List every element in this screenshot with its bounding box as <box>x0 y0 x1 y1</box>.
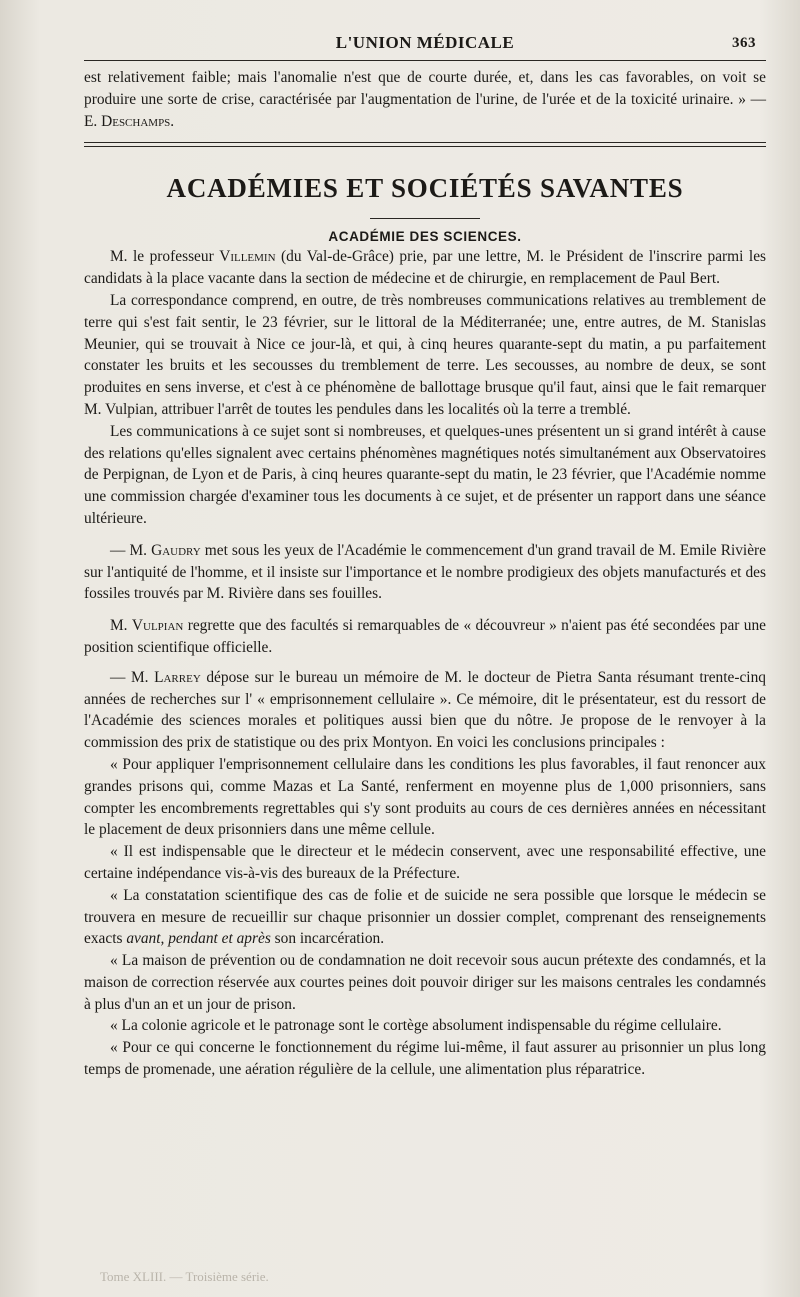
paragraph-communications: Les communications à ce sujet sont si nombreuses, et quelques-unes présentent un si grand intérêt à cause des relations qu'elles signalent avec certains phénomènes magnétiques notés simultanément aux Observatoires de Perpignan, de Lyon et de Paris, à cinq heures quarante-sept du matin, le 23 février, que l'Académie nomme une commission chargée d'examiner tous les documents à ce sujet, et de présenter un rapport dans une séance ultérieure. <box>84 422 766 527</box>
paragraph-larrey <box>84 667 766 754</box>
quote-colonie: « La colonie agricole et le patronage sont le cortège absolument indispensable du régime cellulaire. <box>110 1017 722 1035</box>
intro-author: Deschamps. <box>101 112 175 130</box>
q3-italic: avant, pendant et après <box>126 930 271 948</box>
p6-pre: — M. <box>110 668 149 686</box>
quote-emprisonnement: « Pour appliquer l'emprisonnement cellulaire dans les conditions les plus favorables, il faut renoncer aux grandes prisons qui, comme Mazas et La Santé, renferment en moyenne plus de 1,000 prisonniers, sans compter les encombrements regrettables qui s'y sont produits au cours de ces dernières années en nécessitant le placement de deux prisonniers dans une même cellule. <box>84 755 766 839</box>
section-divider <box>84 142 766 147</box>
p5-post: regrette que des facultés si remarquables de « découvreur » n'aient pas été secondées par une position scientifique officielle. <box>84 617 766 656</box>
quote-fonctionnement: « Pour ce qui concerne le fonctionnement du régime lui-même, il faut assurer au prisonnier un plus long temps de promenade, une aération régulière de la cellule, une alimentation plus réparatrice. <box>84 1039 766 1079</box>
quote-constatation <box>84 885 766 950</box>
name-gaudry: Gaudry <box>151 541 201 559</box>
p1-post: (du Val-de-Grâce) prie, par une lettre, M. le Président de l'inscrire parmi les candidats à la place vacante dans la section de médecine et de chirurgie, en remplacement de Paul Bert. <box>84 248 767 288</box>
intro-paragraph <box>84 67 766 132</box>
running-head <box>84 28 766 58</box>
name-larrey: Larrey <box>154 668 201 686</box>
p1-pre: M. le professeur <box>110 248 214 266</box>
page-number: 363 <box>732 35 756 51</box>
journal-title: L'UNION MÉDICALE <box>335 33 515 52</box>
q3-pre: « La constatation scientifique des cas de folie et de suicide ne sera possible que lorsque le médecin se trouvera en mesure de recueillir sur chaque prisonnier un dossier complet, comprenant des renseignements exacts <box>84 886 766 948</box>
paragraph-gaudry <box>84 540 766 605</box>
name-vulpian: Vulpian <box>131 617 184 635</box>
name-villemin: Villemin <box>219 248 276 266</box>
p4-post: met sous les yeux de l'Académie le commencement d'un grand travail de M. Emile Rivière sur l'antiquité de l'homme, et il insiste sur l'importance et le nombre prodigieux des objets manufacturés et des fossiles trouvés par M. Rivière dans ses fouilles. <box>84 541 766 603</box>
divider-line-bottom <box>84 146 766 147</box>
section-subtitle: ACADÉMIE DES SCIENCES. <box>328 229 522 245</box>
title-underline <box>370 218 480 219</box>
p6-post: dépose sur le bureau un mémoire de M. le docteur de Pietra Santa résumant trente-cinq années de recherches sur l' « emprisonnement cellulaire ». Ce mémoire, dit le présentateur, est du ressort de l'Académie des sciences morales et politiques aussi bien que du nôtre. Je propose de le renvoyer à la commission des prix de statistique ou des prix Montyon. En voici les conclusions principales : <box>84 668 766 752</box>
divider-line-top <box>84 142 766 143</box>
paragraph-villemin <box>84 246 766 290</box>
p4-pre: — M. <box>110 541 147 559</box>
paragraph-vulpian <box>84 615 766 659</box>
quote-directeur: « Il est indispensable que le directeur et le médecin conservent, avec une responsabilité effective, une certaine indépendance vis-à-vis des bureaux de la Préfecture. <box>84 843 766 882</box>
header-rule <box>84 60 766 61</box>
p5-pre: M. <box>110 617 128 635</box>
intro-text: est relativement faible; mais l'anomalie n'est que de courte durée, et, dans les cas favorables, on voit se produire une sorte de crise, caractérisée par l'augmentation de l'urine, de l'urée et de la toxicité urinaire. » — E. <box>84 69 766 130</box>
section-title: ACADÉMIES ET SOCIÉTÉS SAVANTES <box>166 173 684 204</box>
paragraph-correspondance: La correspondance comprend, en outre, de très nombreuses communications relatives au tremblement de terre qui s'est fait sentir, le 23 février, sur le littoral de la Méditerranée; une, entre autres, de M. Stanislas Meunier, qui se trouvait à Nice ce jour-là, et qui, à cinq heures quarante-sept du matin, a pu parfaitement constater les bruits et les secousses du tremblement de terre. Les secousses, au nombre de deux, se sont produites en sens inverse, et c'est à ce phénomène de ballottage brusque qu'il faut, ainsi que le fait remarquer M. Vulpian, attribuer l'arrêt de toutes les pendules dans les localités où la terre a tremblé. <box>84 291 766 418</box>
q3-post: son incarcération. <box>274 930 385 948</box>
footer-signature: Tome XLIII. — Troisième série. <box>100 1269 269 1284</box>
quote-maison: « La maison de prévention ou de condamnation ne doit recevoir sous aucun prétexte des condamnés, et la maison de correction réservée aux courtes peines doit pouvoir diriger sur les maisons centrales les condamnés à plus d'un an et un jour de prison. <box>84 952 766 1013</box>
